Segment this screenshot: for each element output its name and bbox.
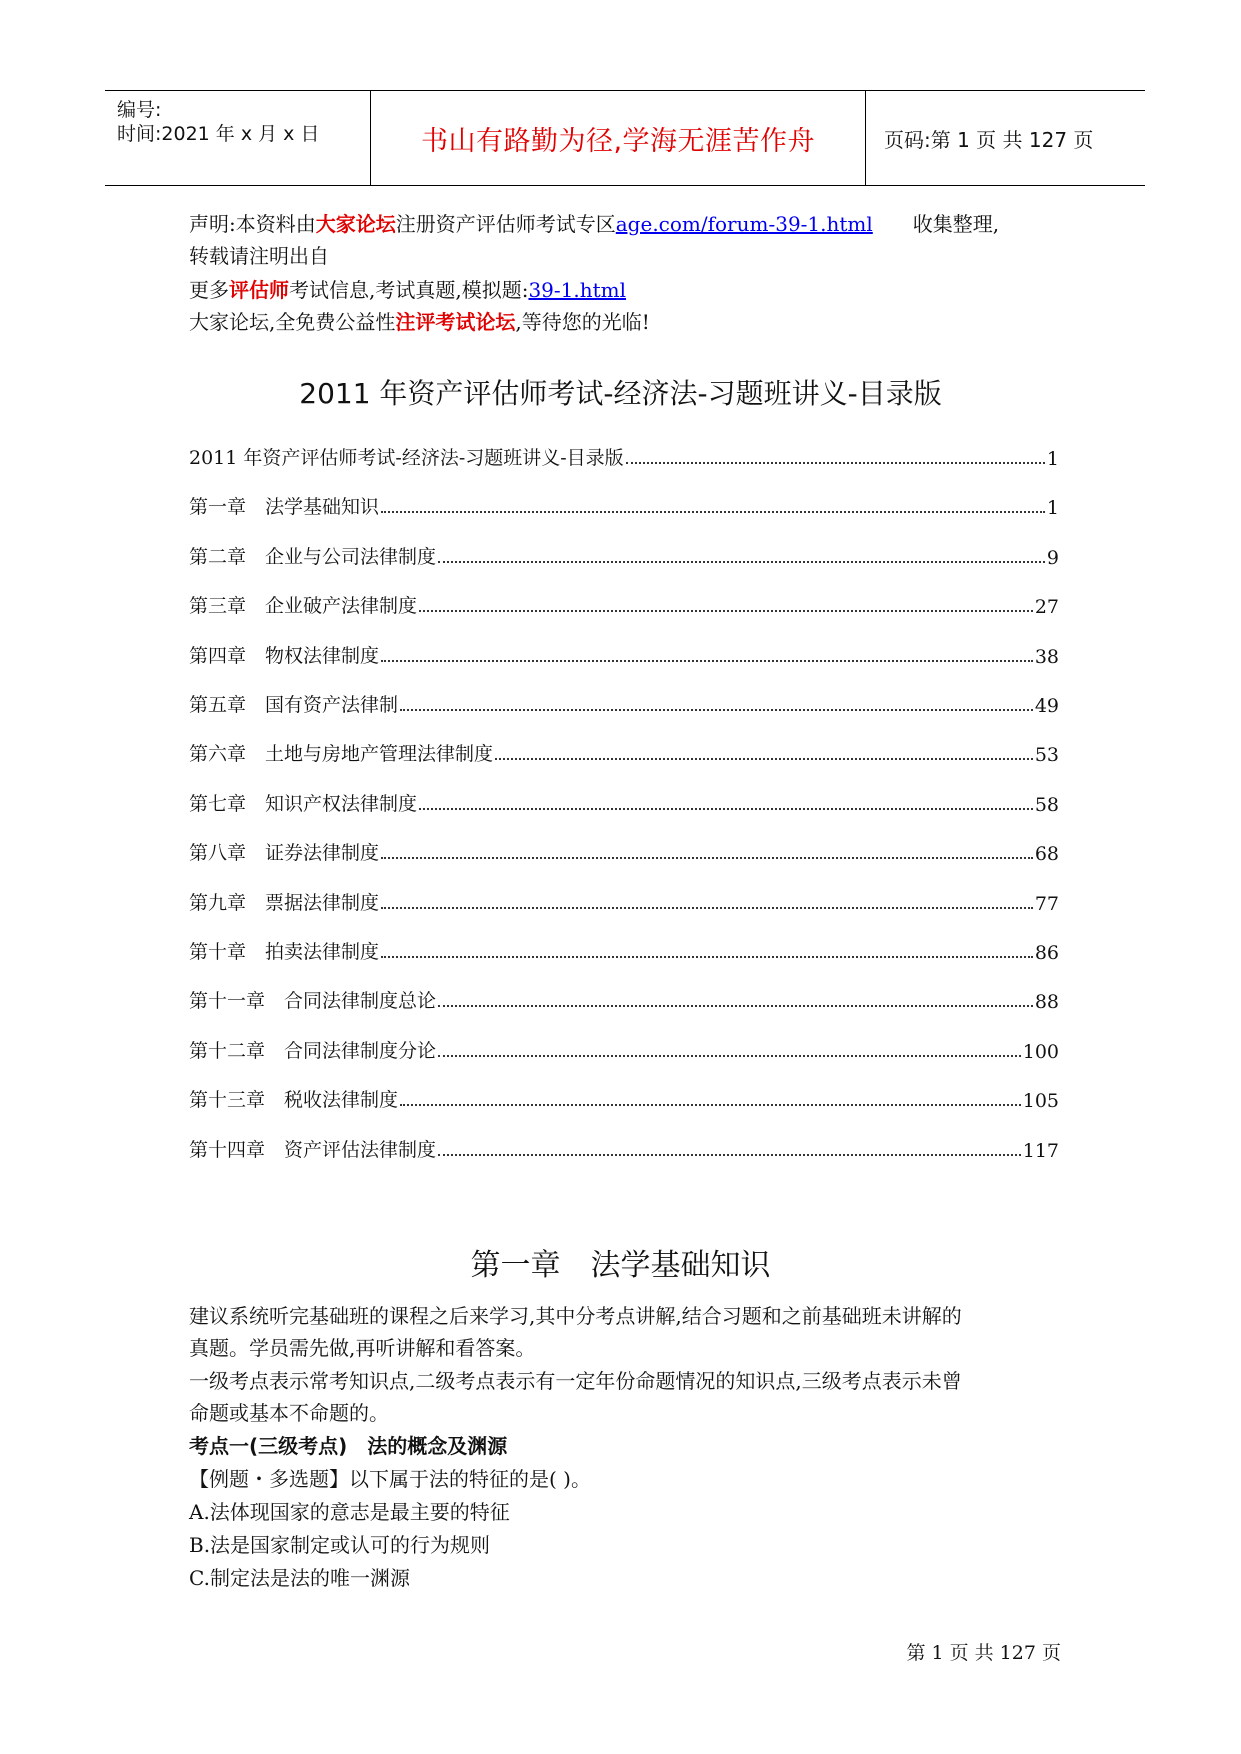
toc-entry-page: 88 bbox=[1034, 991, 1059, 1014]
notice-line-4 bbox=[189, 306, 1069, 338]
toc-entry-page: 58 bbox=[1034, 793, 1059, 816]
chapter-paragraph-line: 真题。学员需先做,再听讲解和看答案。 bbox=[189, 1336, 536, 1360]
toc-leader-dots bbox=[419, 610, 1033, 612]
notice-red-text: 注评考试论坛 bbox=[395, 310, 516, 334]
toc-entry[interactable] bbox=[189, 539, 1059, 569]
toc-entry[interactable] bbox=[189, 489, 1059, 519]
page-header bbox=[105, 90, 1145, 186]
toc-entry-page: 1 bbox=[1046, 497, 1059, 520]
toc-entry-page: 117 bbox=[1022, 1139, 1059, 1162]
toc-entry-page: 86 bbox=[1034, 942, 1059, 964]
toc-leader-dots bbox=[495, 758, 1033, 760]
exam-point-heading: 考点一(三级考点) 法的概念及渊源 bbox=[189, 1434, 508, 1458]
toc-entry-label: 第十四章 资产评估法律制度 bbox=[189, 1138, 437, 1161]
toc-entry-page: 9 bbox=[1046, 546, 1059, 569]
toc-entry-page: 100 bbox=[1022, 1040, 1059, 1063]
chapter-paragraph-line: 一级考点表示常考知识点,二级考点表示有一定年份命题情况的知识点,三级考点表示未曾 bbox=[189, 1369, 962, 1393]
notice-text: 考试信息,考试真题,模拟题: bbox=[289, 278, 529, 302]
forum-link[interactable]: 39-1.html bbox=[528, 278, 627, 302]
header-motto-cell bbox=[370, 91, 866, 185]
notice-text: 注册资产评估师考试专区 bbox=[395, 212, 616, 236]
notice-text: 声明:本资料由 bbox=[189, 212, 316, 236]
toc-entry-label: 第七章 知识产权法律制度 bbox=[189, 792, 418, 815]
toc-entry[interactable] bbox=[189, 440, 1059, 470]
toc-entry-label: 第十一章 合同法律制度总论 bbox=[189, 990, 437, 1013]
toc-entry-label: 第五章 国有资产法律制 bbox=[189, 694, 399, 716]
header-motto: 书山有路勤为径,学海无涯苦作舟 bbox=[420, 125, 816, 157]
toc-entry-page: 38 bbox=[1034, 645, 1059, 668]
toc-entry-label: 第八章 证券法律制度 bbox=[189, 842, 380, 865]
notice-text: 收集整理, bbox=[872, 212, 1000, 236]
toc-entry-page: 105 bbox=[1022, 1090, 1059, 1113]
toc-leader-dots bbox=[438, 561, 1045, 563]
toc-leader-dots bbox=[381, 660, 1033, 662]
toc-entry[interactable] bbox=[189, 934, 1059, 964]
toc-entry-label: 2011 年资产评估师考试-经济法-习题班讲义-目录版 bbox=[189, 447, 624, 469]
header-left-cell bbox=[105, 91, 370, 185]
toc-entry[interactable] bbox=[189, 885, 1059, 915]
toc-entry[interactable] bbox=[189, 1132, 1059, 1162]
toc-entry[interactable] bbox=[189, 786, 1059, 816]
toc-entry-page: 68 bbox=[1034, 843, 1059, 866]
notice-line-1 bbox=[189, 208, 1069, 240]
notice-line-2: 转载请注明出自 bbox=[189, 244, 329, 268]
toc-entry[interactable] bbox=[189, 687, 1059, 717]
chapter-paragraph-line: 命题或基本不命题的。 bbox=[189, 1401, 389, 1425]
toc-entry-page: 49 bbox=[1034, 695, 1059, 717]
toc-entry[interactable] bbox=[189, 835, 1059, 865]
toc-entry-label: 第十二章 合同法律制度分论 bbox=[189, 1039, 437, 1062]
toc-leader-dots bbox=[438, 1005, 1033, 1007]
toc-entry[interactable] bbox=[189, 1082, 1059, 1112]
toc-entry-label: 第十三章 税收法律制度 bbox=[189, 1089, 399, 1112]
toc-entry-page: 53 bbox=[1034, 744, 1059, 767]
question-text: 【例题・多选题】以下属于法的特征的是( )。 bbox=[189, 1467, 591, 1491]
toc-leader-dots bbox=[381, 511, 1045, 513]
toc-leader-dots bbox=[438, 1055, 1021, 1057]
toc-entry-page: 27 bbox=[1034, 596, 1059, 619]
option-a: A.法体现国家的意志是最主要的特征 bbox=[189, 1500, 510, 1524]
toc-entry[interactable] bbox=[189, 736, 1059, 766]
notice-text: ,等待您的光临! bbox=[515, 310, 650, 334]
chapter-title: 第一章 法学基础知识 bbox=[470, 1248, 771, 1283]
toc-entry-page: 77 bbox=[1034, 892, 1059, 915]
toc-leader-dots bbox=[438, 1154, 1021, 1156]
forum-link[interactable]: age.com/forum-39-1.html bbox=[615, 212, 873, 236]
chapter-paragraph-line: 建议系统听完基础班的课程之后来学习,其中分考点讲解,结合习题和之前基础班未讲解的 bbox=[189, 1304, 962, 1328]
toc-leader-dots bbox=[381, 907, 1033, 909]
toc-leader-dots bbox=[400, 1104, 1021, 1106]
header-page-info: 页码:第 1 页 共 127 页 bbox=[884, 127, 1094, 152]
notice-text: 大家论坛,全免费公益性 bbox=[189, 310, 396, 334]
toc-entry[interactable] bbox=[189, 638, 1059, 668]
toc-entry-page: 1 bbox=[1046, 448, 1059, 470]
header-number-label: 编号: bbox=[117, 99, 162, 121]
toc-leader-dots bbox=[400, 709, 1033, 711]
toc-leader-dots bbox=[626, 462, 1045, 464]
toc-entry-label: 第六章 土地与房地产管理法律制度 bbox=[189, 743, 494, 766]
toc-leader-dots bbox=[381, 956, 1033, 958]
notice-red-text: 评估师 bbox=[229, 278, 289, 302]
toc-entry-label: 第一章 法学基础知识 bbox=[189, 496, 380, 519]
toc-entry-label: 第四章 物权法律制度 bbox=[189, 644, 380, 667]
header-time-label: 时间:2021 年 x 月 x 日 bbox=[117, 123, 320, 145]
option-c: C.制定法是法的唯一渊源 bbox=[189, 1566, 410, 1590]
toc-entry-label: 第十章 拍卖法律制度 bbox=[189, 941, 380, 963]
toc-entry[interactable] bbox=[189, 1033, 1059, 1063]
page-footer: 第 1 页 共 127 页 bbox=[906, 1642, 1061, 1664]
option-b: B.法是国家制定或认可的行为规则 bbox=[189, 1533, 491, 1557]
toc-leader-dots bbox=[381, 857, 1033, 859]
header-right-cell bbox=[864, 91, 1145, 185]
toc-entry[interactable] bbox=[189, 588, 1059, 618]
notice-text: 更多 bbox=[189, 278, 229, 302]
toc-entry-label: 第二章 企业与公司法律制度 bbox=[189, 545, 437, 568]
notice-line-3 bbox=[189, 274, 1069, 306]
toc-entry-label: 第九章 票据法律制度 bbox=[189, 891, 380, 914]
toc-entry[interactable] bbox=[189, 983, 1059, 1013]
toc-entry-label: 第三章 企业破产法律制度 bbox=[189, 595, 418, 618]
document-title: 2011 年资产评估师考试-经济法-习题班讲义-目录版 bbox=[299, 377, 942, 410]
toc-leader-dots bbox=[419, 808, 1033, 810]
notice-red-text: 大家论坛 bbox=[315, 212, 396, 236]
